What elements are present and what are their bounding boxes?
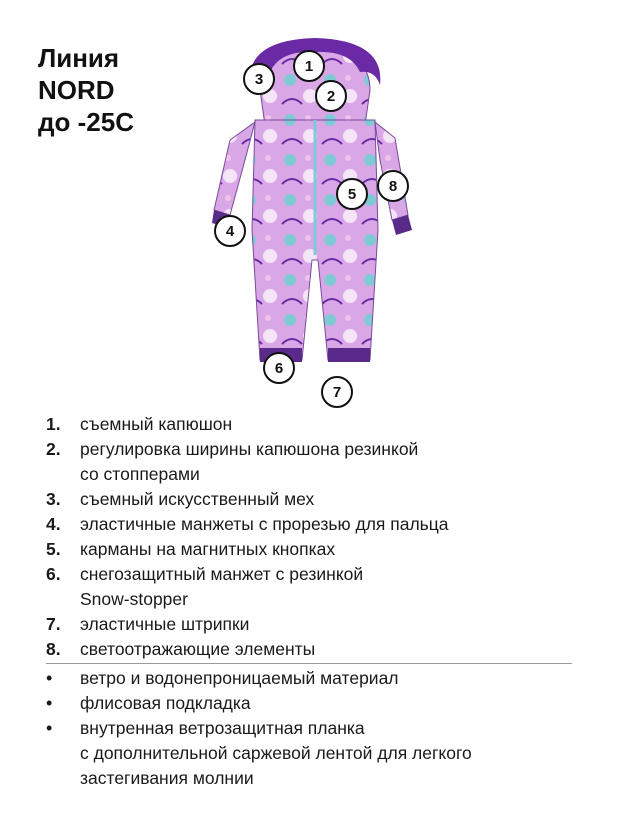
list-item: 4. эластичные манжеты с прорезью для пальца — [46, 514, 449, 534]
list-item: 1. съемный капюшон — [46, 414, 233, 434]
feature-list — [46, 412, 598, 662]
list-item: • внутренная ветрозащитная планка с дополнительной саржевой лентой для легкого застегивания молнии — [46, 718, 472, 788]
title-line-collection: Линия — [38, 43, 120, 73]
list-item: 5. карманы на магнитных кнопках — [46, 539, 336, 559]
list-item: 6. снегозащитный манжет с резинкой Snow-stopper — [46, 564, 364, 609]
list-item: 8. светоотражающие элементы — [46, 639, 316, 659]
list-item: • ветро и водонепроницаемый материал — [46, 668, 399, 688]
marker-3: 3 — [243, 63, 275, 95]
list-item: • флисовая подкладка — [46, 693, 251, 713]
marker-1: 1 — [293, 50, 325, 82]
list-item: 3. съемный искусственный мех — [46, 489, 315, 509]
list-item: 2. регулировка ширины капюшона резинкой со стопперами — [46, 439, 419, 484]
marker-2: 2 — [315, 80, 347, 112]
bullet-list — [46, 666, 598, 791]
marker-5: 5 — [336, 178, 368, 210]
divider — [46, 663, 572, 664]
title-line-name: NORD — [38, 75, 115, 105]
marker-4: 4 — [214, 215, 246, 247]
collection-title — [38, 42, 134, 138]
title-line-temperature: до -25С — [38, 107, 134, 137]
marker-6: 6 — [263, 352, 295, 384]
marker-8: 8 — [377, 170, 409, 202]
marker-7: 7 — [321, 376, 353, 408]
product-image — [200, 30, 430, 410]
list-item: 7. эластичные штрипки — [46, 614, 250, 634]
